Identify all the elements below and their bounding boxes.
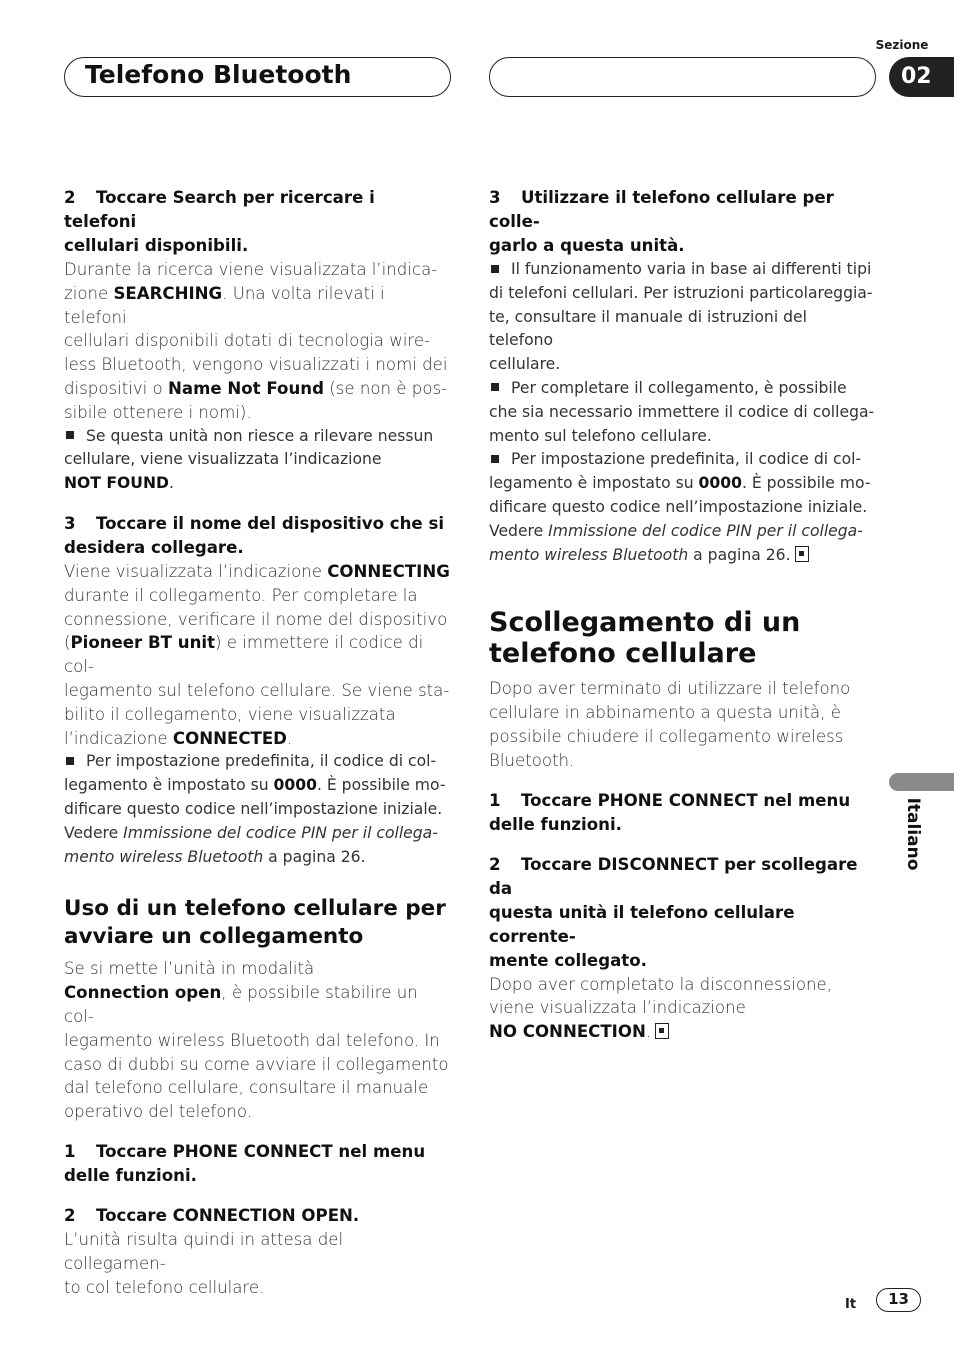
language-label: Italiano xyxy=(903,797,923,871)
bullet-square-icon xyxy=(491,455,499,463)
step-heading: 1 Toccare PHONE CONNECT nel menu delle funzioni. xyxy=(64,1141,426,1185)
page-language-code: It xyxy=(845,1297,857,1312)
end-of-section-icon xyxy=(655,1023,669,1039)
step-heading: 2 Toccare CONNECTION OPEN. xyxy=(64,1205,360,1225)
note: Per impostazione predefinita, il codice di col- legamento è impostato su 0000. È possibile mo- dificare questo codice nell’impostazione iniziale. Vedere Immissione del codice PIN per il collega- mento wireless Bluetooth a pagina 26. xyxy=(64,752,446,866)
step-heading: 2 Toccare DISCONNECT per scollegare da questa unità il telefono cellulare corrente- mente collegato. xyxy=(489,854,858,970)
bullet-square-icon xyxy=(491,265,499,273)
paragraph: Durante la ricerca viene visualizzata l’indica- zione SEARCHING. Una volta rilevati i telefoni cellulari disponibili dotati di tecnologia wire- less Bluetooth, vengono visualizzati i nomi dei dispositivi o Name Not Found (se non è pos- sibile ottenere i nomi). xyxy=(64,260,448,422)
page-number: 13 xyxy=(876,1288,921,1312)
paragraph: L’unità risulta quindi in attesa del collegamen- to col telefono cellulare. xyxy=(64,1229,344,1297)
note: Il funzionamento varia in base ai differenti tipi di telefoni cellulari. Per istruzioni particolareggia- te, consultare il manuale di istruzioni del telefono cellulare. xyxy=(489,260,873,374)
paragraph: Viene visualizzata l’indicazione CONNECTING durante il collegamento. Per completare la connessione, verificare il nome del dispositivo (Pioneer BT unit) e immettere il codice di col- legamento sul telefono cellulare. Se viene sta- bilito il collegamento, viene visualizzata l’indicazione CONNECTED. xyxy=(64,561,450,748)
step-heading: 3 Utilizzare il telefono cellulare per colle- garlo a questa unità. xyxy=(489,188,834,255)
right-column xyxy=(489,186,875,1044)
section-label: Sezione xyxy=(875,38,929,52)
step-heading: 2 Toccare Search per ricercare i telefoni cellulari disponibili. xyxy=(64,188,375,255)
note: Per completare il collegamento, è possibile che sia necessario immettere il codice di collega- mento sul telefono cellulare. xyxy=(489,378,875,445)
chapter-title: Telefono Bluetooth xyxy=(85,60,352,89)
paragraph: Se si mette l’unità in modalità Connection open, è possibile stabilire un col- legamento wireless Bluetooth dal telefono. In caso di dubbi su come avviare il collegamento dal telefono cellulare, consultare il manuale operativo del telefono. xyxy=(64,959,449,1122)
section-heading: Scollegamento di un telefono cellulare xyxy=(489,607,801,670)
bullet-square-icon xyxy=(491,383,499,391)
chapter-title-box xyxy=(64,57,451,97)
bullet-square-icon xyxy=(66,757,74,765)
note: Per impostazione predefinita, il codice di col- legamento è impostato su 0000. È possibile mo- dificare questo codice nell’impostazione iniziale. Vedere Immissione del codice PIN per il collega- mento wireless Bluetooth a pagina 26. xyxy=(489,450,871,564)
header-blank-box xyxy=(489,57,876,97)
bullet-square-icon xyxy=(66,431,74,439)
end-of-section-icon xyxy=(795,546,809,562)
step-heading: 1 Toccare PHONE CONNECT nel menu delle funzioni. xyxy=(489,790,851,834)
left-column xyxy=(64,186,450,1299)
section-number-tab: 02 xyxy=(889,57,954,97)
step-heading: 3 Toccare il nome del dispositivo che si desidera collegare. xyxy=(64,513,445,557)
subsection-heading: Uso di un telefono cellulare per avviare un collegamento xyxy=(64,896,446,950)
paragraph: Dopo aver terminato di utilizzare il telefono cellulare in abbinamento a questa unità, è possibile chiudere il collegamento wireless Bluetooth. xyxy=(489,679,851,770)
paragraph: Dopo aver completato la disconnessione, viene visualizzata l’indicazione NO CONNECTION. xyxy=(489,974,832,1042)
note: Se questa unità non riesce a rilevare nessun cellulare, viene visualizzata l’indicazione NOT FOUND. xyxy=(64,426,434,493)
